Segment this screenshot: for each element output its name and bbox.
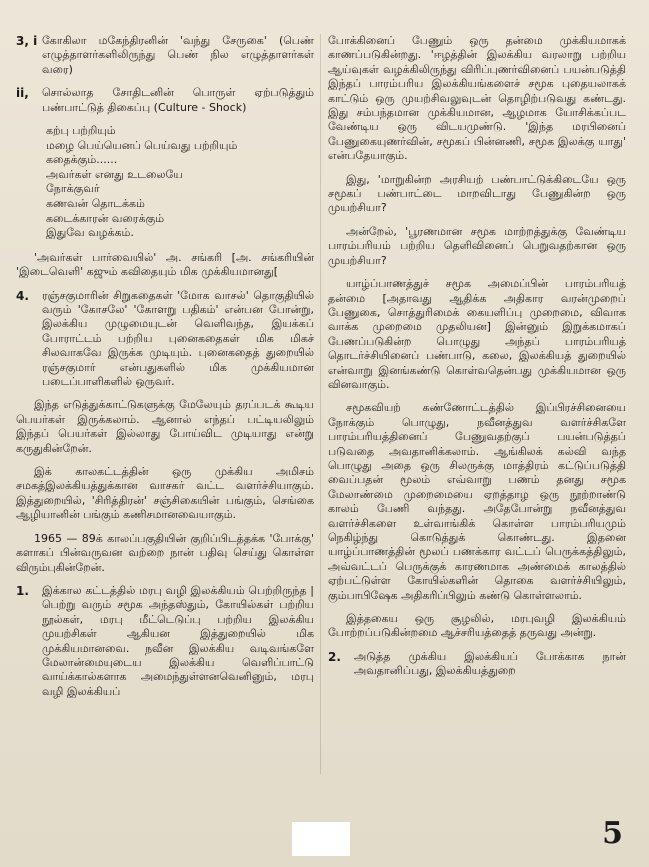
poem-line: கணவன் தொடக்கம் (46, 197, 145, 210)
list-marker: 3, i (16, 34, 38, 48)
page-number: 5 (602, 816, 623, 851)
paragraph: 1965 — 89க் காலப்பகுதியின் குறிப்பிடத்தக்க 'போக்கு' களாகப் பின்வருவன வற்றை நான் பதிவு செய்து கொள்ள விரும்புகின்றேன். (16, 531, 314, 574)
poem-line: மழை பெய்யெனப் பெய்வது பற்றியும் (46, 138, 238, 152)
list-item-1 (16, 584, 314, 699)
paragraph: இது, 'மாறுகின்ற அரசியற் பண்பாட்டுக்கிடையே ஒரு சமூகப் பண்பாட்டை மாறவிடாது பேணுகின்ற ஒரு முயற்சியா? (328, 172, 626, 215)
list-marker: ii, (16, 86, 29, 101)
list-marker: 1. (16, 583, 29, 598)
poem-line: அவர்கள் எனது உடலையே (46, 167, 183, 181)
list-item-text: அடுத்த முக்கிய இலக்கியப் போக்காக நான் அவதானிப்பது, இலக்கியத்துறை (354, 649, 626, 678)
poem-line: நோக்குவர் (46, 182, 100, 196)
list-item-ii (16, 86, 314, 115)
poem-quote (46, 124, 314, 241)
column-divider (320, 34, 321, 774)
paragraph: இக் காலகட்டத்தின் ஒரு முக்கிய அமிசம் சமகத்இலக்கியத்துக்கான வாசகர் வட்ட வளர்ச்சியாகும். இத்துறையில், 'சிரித்திரன்' சஞ்சிகையின் பங்கும், செங்கை ஆழியானின் பங்கும் கணிசமானவையாகும். (16, 465, 314, 522)
list-item-3i (16, 34, 314, 77)
list-marker: 2. (328, 649, 341, 664)
poem-line: இதுவே வழக்கம். (46, 226, 134, 240)
paragraph: அன்றேல், 'பூரணமான சமூக மாற்றத்துக்கு வேண்டிய பாரம்பரியம் பற்றிய தெளிவினைப் பெறுவதற்கான ஒரு முயற்சியா? (328, 224, 626, 267)
paragraph: இத்தகைய ஒரு சூழலில், மரபுவழி இலக்கியம் போற்றப்படுகின்றமை ஆச்சரியத்தைத் தருவது அன்று. (328, 612, 626, 640)
poem-line: கடைக்காரன் வரைக்கும் (46, 211, 165, 225)
list-item-text: இக்கால கட்டத்தில் மரபு வழி இலக்கியம் பெற்றிருந்த | பெற்று வரும் சமூக அந்தஸ்தும், கோயில்கள் பற்றிய நூல்கள், மரபு மீட்டெடுப்பு பற்றிய இலக்கிய முயற்சிகள் ஆகியன இத்துறையில் மிக முக்கியமானவை. நவீன இலக்கிய வடிவங்களே மேலான்மையுடைய இலக்கிய வெளிப்பாட்டு வாய்க்கால்களாக அமைந்துள்ளனவெனினும், மரபு வழி இலக்கியப் (42, 583, 314, 698)
list-item-text: கோகிலா மகேந்திரனின் 'வந்து சேருகை' (பெண் எழுத்தாளர்களிலிருந்து பெண் நில எழுத்தாளர்கள் வரை) (42, 34, 314, 76)
paragraph: யாழ்ப்பாணத்துச் சமூக அமைப்பின் பாரம்பரியத் தன்மை [அதாவது ஆதிக்க அதிகார வரன்முறைப் பேணுகை, சொத்துரிமைக் கையளிப்பு முறைமை, விவாக வாக்க முறைமை முதலியன] இன்னும் இறுக்கமாகப் பேணப்படுகின்ற பொழுது அந்தப் பாரம்பரியத் தொடர்ச்சியினைப் பண்பாடு, கலை, இலக்கியத் துறையில் என்வாறு இனங்கண்டு கொள்வதென்பது முக்கியமான ஒரு வினவாகும். (328, 277, 626, 391)
list-marker: 4. (16, 288, 29, 303)
list-item-4 (16, 289, 314, 390)
list-item-2 (328, 650, 626, 679)
list-item-text: ரஞ்சகுமாரின் சிறுகதைகள் 'மோக வாசல்' தொகுதியில் வரும் 'கோசலே' 'கோளறு பதிகம்' என்பன போன்று, இலக்கிய முழுமையுடன் வெளிவந்த, இயக்கப் போராட்டம் பற்றிய புனைகதைகள் மிக மிகச் சிலவாகவே இருக்க முடியும். புனைகதைத் துறையில் ரஞ்சகுமார் என்பதுகளில் மிக முக்கியமான படைப்பாளிகளில் ஒருவர். (42, 288, 314, 389)
paragraph: போக்கினைப் பேணும் ஒரு தன்மை முக்கியமாகக் காணப்படுகின்றது. 'ஈழத்தின் இலக்கிய வரலாறு பற்றிய ஆய்வுகள் வழக்கிலிருந்து விரிப்புணர்வினைப் பயன்படுத்தி இந்தப் பாரம்பரிய இலக்கியங்களைச் சமூக புதையலாகக் காட்டும் ஒரு முயற்சிவலுவுடன் தொழிற்படுவது கண்டது. இது சம்பந்தமான முக்கியமான, ஆழமாக யோசிக்கப்பட வேண்டிய ஒரு விடயமுண்டு. 'இந்த மரபினைப் பேணுகையுணர்வின், சமூகப் பின்னணி, சமூக இலக்கு யாது' என்பதேயாகும். (328, 34, 626, 163)
poem-line: கதைக்கும்...... (46, 153, 118, 167)
poem-line: கற்பு பற்றியும் (46, 124, 116, 138)
right-column (328, 34, 626, 688)
paragraph: சமூகவியற் கண்ணோட்டத்தில் இப்பிரச்சினையை நோக்கும் பொழுது, நவீனத்துவ வளர்ச்சிகளே பாரம்பரியத்தினைப் பேணுவதற்குப் பயன்படுத்தப் படுவதை அவதானிக்கலாம். ஆங்கிலக் கல்வி வந்த பொழுது அதை ஒரு சிலருக்கு மாத்திரம் கட்டுப்படுத்தி வைப்பதன் மூலம் எவ்வாறு பணம் தனது சமூக மேலாண்மை முறைமையை ஏறத்தாழ ஒரு நூற்றாண்டு காலம் பேணி வந்தது. அதேபோன்று நவீனத்துவ வளர்ச்சிகளை உள்வாங்கிக் கொள்ள பாரம்பரியமும் நெகிழ்ந்து கொடுத்துக் கொண்டது. இதனை யாழ்ப்பாணத்தின் மூலப் பணக்கார வட்டப் பெருக்கத்திலும், அவ்வட்டப் பெருக்குக் காரணமாக அண்மைக் காலத்தில் ஏற்பட்டுள்ள கோயில்களின் தொகை வளர்ச்சியிலும், கும்பாபிஷேக அதிகரிப்பிலும் கண்டு கொள்ளலாம். (328, 401, 626, 602)
list-item-text: சொல்லாத சோதிடனின் பொருள் ஏற்படுத்தும் பண்பாட்டுத் திகைப்பு (Culture - Shock) (42, 86, 314, 114)
paragraph: இந்த எடுத்துக்காட்டுகளுக்கு மேலேயும் தரப்படக் கூடிய பெயர்கள் இருக்கலாம். ஆனால் எந்தப் பட்டியலிலும் இந்தப் பெயர்கள் இல்லாது போய்விட முடியாது என்று கருதுகின்றேன். (16, 398, 314, 455)
poem-source: 'அவர்கள் பார்வையில்' அ. சங்கரி [அ. சங்கரியின் 'இடைவெளி' கஜும் கவிதையும் மிக முக்கியமானது[ (16, 250, 314, 279)
blank-label-patch (292, 822, 350, 856)
left-column (16, 34, 314, 708)
